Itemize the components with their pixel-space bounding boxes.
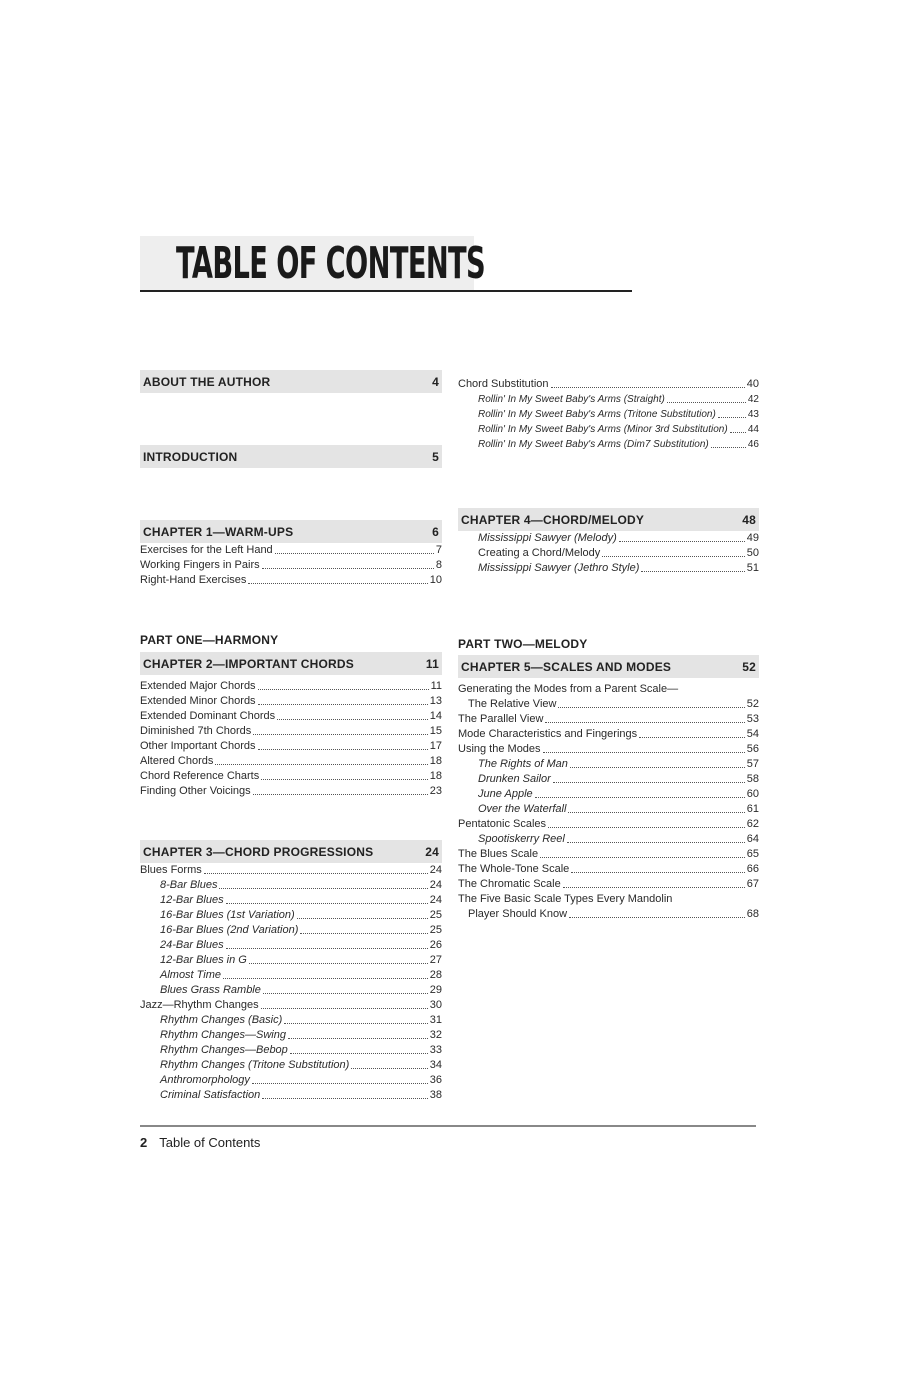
leader-dots	[253, 794, 428, 795]
heading-page: 6	[432, 524, 439, 539]
toc-entry[interactable]	[458, 802, 759, 817]
toc-entry[interactable]	[140, 1058, 442, 1073]
page-title: TABLE OF CONTENTS	[176, 238, 486, 289]
leader-dots	[204, 873, 428, 874]
leader-dots	[226, 948, 428, 949]
entry-title: The Five Basic Scale Types Every Mandolin	[458, 893, 673, 905]
heading-label: CHAPTER 4—CHORD/MELODY	[461, 512, 645, 527]
toc-entry[interactable]	[140, 679, 442, 694]
entry-title: Anthromorphology	[160, 1074, 250, 1086]
entry-title: Exercises for the Left Hand	[140, 544, 273, 556]
entry-page: 68	[746, 908, 759, 920]
leader-dots	[548, 827, 745, 828]
entry-title: Rollin' In My Sweet Baby's Arms (Tritone Substitution)	[478, 409, 716, 420]
leader-dots	[543, 752, 745, 753]
entry-page: 8	[435, 559, 442, 571]
entry-page: 25	[429, 924, 442, 936]
entry-page: 27	[429, 954, 442, 966]
toc-entry[interactable]	[140, 968, 442, 983]
toc-entry[interactable]	[140, 923, 442, 938]
toc-entry[interactable]	[140, 724, 442, 739]
entry-title: Rollin' In My Sweet Baby's Arms (Minor 3rd Substitution)	[478, 424, 728, 435]
entry-page: 15	[429, 725, 442, 737]
entry-page: 62	[746, 818, 759, 830]
leader-dots	[258, 689, 429, 690]
entry-title: Jazz—Rhythm Changes	[140, 999, 259, 1011]
entry-page: 51	[746, 562, 759, 574]
entry-title: Rhythm Changes—Swing	[160, 1029, 286, 1041]
leader-dots	[711, 447, 746, 448]
toc-entry[interactable]	[458, 377, 759, 392]
leader-dots	[284, 1023, 427, 1024]
leader-dots	[619, 541, 745, 542]
toc-entry[interactable]	[458, 682, 759, 697]
entry-title: 12-Bar Blues in G	[160, 954, 247, 966]
toc-entry[interactable]	[458, 742, 759, 757]
toc-entry[interactable]	[140, 878, 442, 893]
leader-dots	[275, 553, 434, 554]
toc-entry[interactable]	[140, 1028, 442, 1043]
leader-dots	[568, 812, 744, 813]
toc-entry[interactable]	[458, 772, 759, 787]
toc-heading-chapter-3[interactable]	[140, 840, 442, 863]
entry-title: Other Important Chords	[140, 740, 256, 752]
toc-entry[interactable]	[140, 953, 442, 968]
leader-dots	[252, 1083, 428, 1084]
footer-rule	[140, 1125, 756, 1127]
leader-dots	[730, 432, 746, 433]
toc-entry[interactable]	[458, 712, 759, 727]
entry-title: Right-Hand Exercises	[140, 574, 247, 586]
entry-title: Chord Reference Charts	[140, 770, 260, 782]
page-footer	[140, 1135, 260, 1150]
toc-entry[interactable]	[458, 697, 759, 712]
entry-page: 38	[429, 1089, 442, 1101]
entry-page: 53	[746, 713, 759, 725]
toc-entry[interactable]	[458, 787, 759, 802]
toc-entry[interactable]	[458, 817, 759, 832]
leader-dots	[351, 1068, 427, 1069]
leader-dots	[558, 707, 744, 708]
entry-page: 24	[429, 894, 442, 906]
entry-title: Diminished 7th Chords	[140, 725, 252, 737]
leader-dots	[535, 797, 745, 798]
toc-entry[interactable]	[458, 561, 759, 576]
entry-page: 33	[429, 1044, 442, 1056]
heading-page: 11	[425, 656, 439, 671]
toc-entry[interactable]	[458, 832, 759, 847]
entry-title: Rhythm Changes—Bebop	[160, 1044, 288, 1056]
footer-label: Table of Contents	[159, 1135, 261, 1150]
toc-heading-about[interactable]	[140, 370, 442, 393]
entry-page: 50	[746, 547, 759, 559]
entry-title: Altered Chords	[140, 755, 214, 767]
entry-page: 65	[746, 848, 759, 860]
leader-dots	[226, 903, 428, 904]
entry-title: 16-Bar Blues (2nd Variation)	[160, 924, 299, 936]
entry-title: Player Should Know	[468, 908, 568, 920]
heading-label: INTRODUCTION	[143, 449, 238, 464]
entry-page: 14	[429, 710, 442, 722]
heading-page: 52	[742, 659, 756, 674]
entry-page: 64	[746, 833, 759, 845]
toc-entry[interactable]	[140, 1073, 442, 1088]
leader-dots	[261, 1008, 428, 1009]
leader-dots	[219, 888, 427, 889]
toc-heading-introduction[interactable]	[140, 445, 442, 468]
toc-entry[interactable]	[140, 1043, 442, 1058]
toc-entry[interactable]	[140, 739, 442, 754]
toc-entry[interactable]	[140, 694, 442, 709]
leader-dots	[262, 1098, 427, 1099]
toc-entry[interactable]	[458, 531, 759, 546]
toc-entry[interactable]	[140, 893, 442, 908]
entry-title: Using the Modes	[458, 743, 541, 755]
entry-title: Extended Dominant Chords	[140, 710, 276, 722]
leader-dots	[253, 734, 427, 735]
leader-dots	[249, 963, 428, 964]
heading-page: 4	[432, 374, 439, 389]
entry-page: 24	[429, 879, 442, 891]
entry-page: 32	[429, 1029, 442, 1041]
entry-title: The Whole-Tone Scale	[458, 863, 570, 875]
toc-entry[interactable]	[458, 892, 759, 907]
leader-dots	[262, 568, 434, 569]
toc-heading-chapter-5[interactable]	[458, 655, 759, 678]
entry-page: 57	[746, 758, 759, 770]
entry-page: 26	[429, 939, 442, 951]
leader-dots	[563, 887, 745, 888]
leader-dots	[667, 402, 746, 403]
entry-title: Mode Characteristics and Fingerings	[458, 728, 638, 740]
entry-page: 28	[429, 969, 442, 981]
part-two-heading: PART TWO—MELODY	[458, 637, 588, 651]
entry-title: Generating the Modes from a Parent Scale—	[458, 683, 679, 695]
leader-dots	[641, 571, 744, 572]
leader-dots	[248, 583, 427, 584]
leader-dots	[223, 978, 428, 979]
leader-dots	[551, 387, 745, 388]
leader-dots	[263, 993, 428, 994]
entry-page: 60	[746, 788, 759, 800]
toc-entry[interactable]	[458, 392, 759, 407]
toc-heading-chapter-4[interactable]	[458, 508, 759, 531]
heading-label: CHAPTER 2—IMPORTANT CHORDS	[143, 656, 354, 671]
entry-page: 18	[429, 755, 442, 767]
entry-page: 10	[429, 574, 442, 586]
entry-title: Rollin' In My Sweet Baby's Arms (Straight)	[478, 394, 665, 405]
entry-title: 12-Bar Blues	[160, 894, 224, 906]
entry-page: 66	[746, 863, 759, 875]
entry-title: Mississippi Sawyer (Jethro Style)	[478, 562, 640, 574]
entry-page: 49	[746, 532, 759, 544]
entry-page: 43	[747, 409, 759, 420]
footer-page-number: 2	[140, 1135, 148, 1150]
entry-page: 52	[746, 698, 759, 710]
entry-title: Extended Minor Chords	[140, 695, 256, 707]
entry-title: 16-Bar Blues (1st Variation)	[160, 909, 295, 921]
toc-entry[interactable]	[140, 938, 442, 953]
entry-title: Blues Forms	[140, 864, 202, 876]
toc-entry[interactable]	[140, 769, 442, 784]
entry-title: The Rights of Man	[478, 758, 568, 770]
toc-heading-chapter-2[interactable]	[140, 652, 442, 675]
entry-title: Criminal Satisfaction	[160, 1089, 261, 1101]
heading-label: CHAPTER 5—SCALES AND MODES	[461, 659, 672, 674]
entry-title: Rhythm Changes (Tritone Substitution)	[160, 1059, 350, 1071]
toc-left-column	[140, 0, 442, 1120]
leader-dots	[545, 722, 744, 723]
entry-page: 17	[429, 740, 442, 752]
entry-title: Pentatonic Scales	[458, 818, 547, 830]
toc-entry[interactable]	[458, 847, 759, 862]
entry-title: 24-Bar Blues	[160, 939, 224, 951]
entry-title: Creating a Chord/Melody	[478, 547, 601, 559]
toc-entry[interactable]	[458, 877, 759, 892]
leader-dots	[569, 917, 745, 918]
entry-title: The Chromatic Scale	[458, 878, 561, 890]
leader-dots	[258, 704, 428, 705]
toc-entry[interactable]	[458, 907, 759, 922]
toc-entry[interactable]	[140, 1088, 442, 1103]
entry-page: 56	[746, 743, 759, 755]
entry-title: The Blues Scale	[458, 848, 539, 860]
entry-title: The Relative View	[468, 698, 557, 710]
toc-entry[interactable]	[458, 727, 759, 742]
entry-page: 31	[429, 1014, 442, 1026]
entry-page: 61	[746, 803, 759, 815]
entry-title: Over the Waterfall	[478, 803, 567, 815]
entry-title: June Apple	[478, 788, 533, 800]
toc-entry[interactable]	[140, 983, 442, 998]
leader-dots	[602, 556, 744, 557]
toc-entry[interactable]	[458, 757, 759, 772]
toc-entry[interactable]	[140, 543, 442, 558]
entry-title: Working Fingers in Pairs	[140, 559, 260, 571]
entry-page: 25	[429, 909, 442, 921]
leader-dots	[639, 737, 745, 738]
leader-dots	[718, 417, 746, 418]
entry-page: 18	[429, 770, 442, 782]
entry-title: Blues Grass Ramble	[160, 984, 261, 996]
entry-title: Spootiskerry Reel	[478, 833, 565, 845]
toc-right-column	[458, 0, 759, 1120]
heading-page: 24	[425, 844, 439, 859]
leader-dots	[261, 779, 428, 780]
entry-title: Chord Substitution	[458, 378, 549, 390]
leader-dots	[300, 933, 427, 934]
entry-page: 44	[747, 424, 759, 435]
toc-entry[interactable]	[140, 998, 442, 1013]
toc-entry[interactable]	[458, 862, 759, 877]
leader-dots	[277, 719, 428, 720]
leader-dots	[540, 857, 745, 858]
entry-title: The Parallel View	[458, 713, 544, 725]
toc-entry[interactable]	[458, 422, 759, 437]
entry-page: 30	[429, 999, 442, 1011]
toc-heading-chapter-1[interactable]	[140, 520, 442, 543]
part-one-heading: PART ONE—HARMONY	[140, 633, 279, 647]
toc-entry[interactable]	[140, 784, 442, 799]
leader-dots	[297, 918, 428, 919]
toc-entry[interactable]	[140, 1013, 442, 1028]
leader-dots	[571, 872, 744, 873]
entry-title: Mississippi Sawyer (Melody)	[478, 532, 617, 544]
entry-title: Rhythm Changes (Basic)	[160, 1014, 283, 1026]
toc-entry[interactable]	[458, 407, 759, 422]
heading-label: ABOUT THE AUTHOR	[143, 374, 271, 389]
entry-page: 36	[429, 1074, 442, 1086]
entry-page: 54	[746, 728, 759, 740]
toc-entry[interactable]	[458, 437, 759, 452]
entry-page: 24	[429, 864, 442, 876]
entry-page: 23	[429, 785, 442, 797]
entry-page: 11	[430, 680, 442, 692]
toc-entry[interactable]	[140, 908, 442, 923]
entry-title: Extended Major Chords	[140, 680, 256, 692]
toc-entry[interactable]	[140, 863, 442, 878]
entry-title: Drunken Sailor	[478, 773, 551, 785]
toc-entry[interactable]	[140, 558, 442, 573]
leader-dots	[553, 782, 745, 783]
entry-page: 67	[746, 878, 759, 890]
heading-page: 5	[432, 449, 439, 464]
entry-title: Almost Time	[160, 969, 222, 981]
entry-page: 58	[746, 773, 759, 785]
entry-page: 40	[746, 378, 759, 390]
entry-page: 29	[429, 984, 442, 996]
leader-dots	[258, 749, 428, 750]
leader-dots	[215, 764, 427, 765]
entry-page: 34	[429, 1059, 442, 1071]
heading-label: CHAPTER 3—CHORD PROGRESSIONS	[143, 844, 374, 859]
entry-page: 13	[429, 695, 442, 707]
entry-title: 8-Bar Blues	[160, 879, 218, 891]
toc-entry[interactable]	[140, 754, 442, 769]
toc-entry[interactable]	[140, 709, 442, 724]
entry-page: 46	[747, 439, 759, 450]
entry-title: Finding Other Voicings	[140, 785, 251, 797]
leader-dots	[570, 767, 745, 768]
leader-dots	[288, 1038, 428, 1039]
entry-title: Rollin' In My Sweet Baby's Arms (Dim7 Substitution)	[478, 439, 709, 450]
entry-page: 42	[747, 394, 759, 405]
leader-dots	[567, 842, 745, 843]
leader-dots	[290, 1053, 428, 1054]
heading-page: 48	[742, 512, 756, 527]
entry-page: 7	[435, 544, 442, 556]
toc-entry[interactable]	[140, 573, 442, 588]
toc-entry[interactable]	[458, 546, 759, 561]
heading-label: CHAPTER 1—WARM-UPS	[143, 524, 294, 539]
